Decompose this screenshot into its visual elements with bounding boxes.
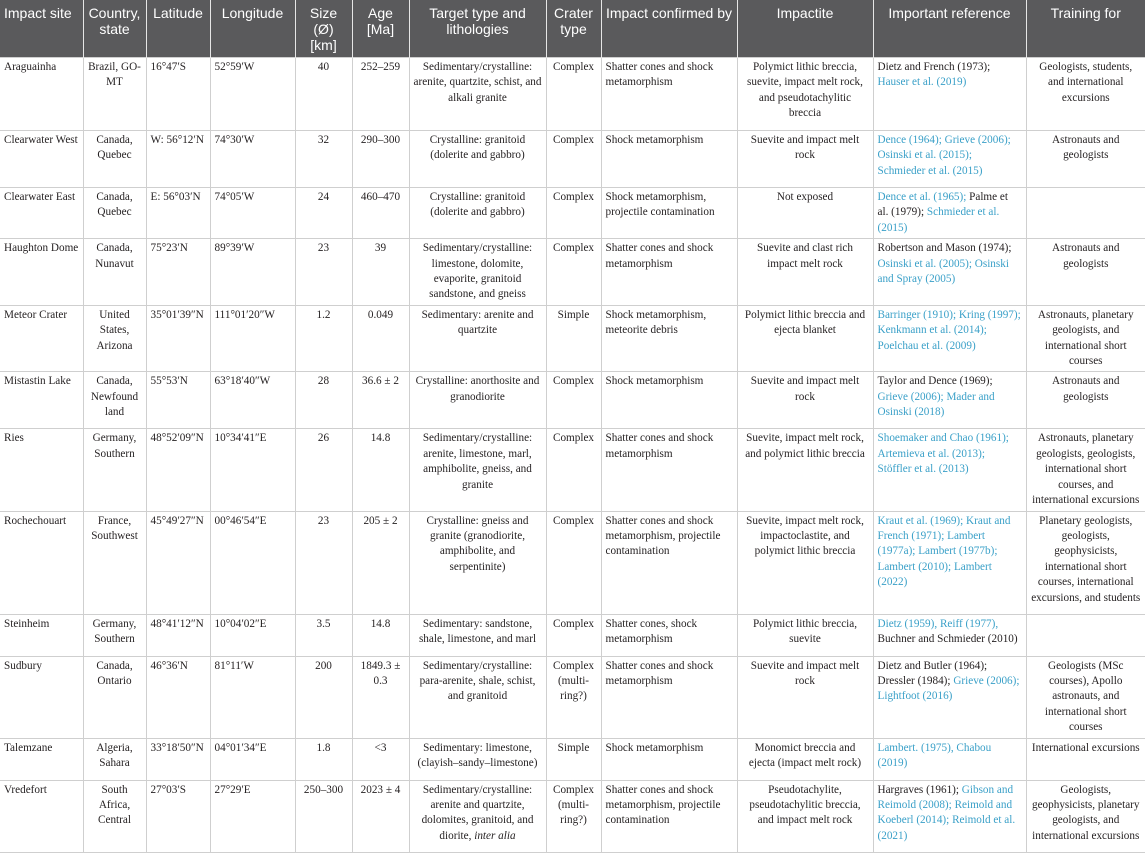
cell-impact-confirmed-by: Shock metamorphism	[601, 131, 737, 188]
cell-important-reference	[873, 372, 1026, 429]
table-row	[0, 614, 1145, 656]
cell-training-for: Geologists, geophysicists, planetary geologists, and international excursions	[1026, 780, 1145, 852]
cell-important-reference	[873, 780, 1026, 852]
cell-target-type: Crystalline: gneiss and granite (granodiorite, amphibolite, and serpentinite)	[409, 511, 546, 614]
cell-important-reference	[873, 58, 1026, 131]
cell-target-type: Sedimentary/crystalline: arenite, limestone, marl, amphibolite, gneiss, and granite	[409, 429, 546, 511]
cell-target-type: Sedimentary: arenite and quartzite	[409, 305, 546, 372]
header-training-for: Training for	[1026, 0, 1145, 58]
cell-size: 250–300	[295, 780, 352, 852]
reference-link[interactable]: Lambert (2022)	[877, 560, 992, 589]
cell-age: 1849.3 ± 0.3	[352, 656, 409, 738]
cell-latitude: 45°49′27″N	[146, 511, 210, 614]
reference-link[interactable]: Poelchau et al. (2009)	[877, 339, 976, 352]
header-age: Age [Ma]	[352, 0, 409, 58]
cell-impact-confirmed-by: Shatter cones and shock metamorphism, projectile contamination	[601, 780, 737, 852]
reference-link[interactable]: Osinski et al. (2005);	[877, 257, 972, 270]
cell-impact-site: Rochechouart	[0, 511, 83, 614]
cell-crater-type: Complex	[546, 429, 601, 511]
cell-country-state: Algeria, Sahara	[83, 738, 146, 780]
cell-size: 26	[295, 429, 352, 511]
cell-impact-confirmed-by: Shock metamorphism	[601, 372, 737, 429]
cell-age: 36.6 ± 2	[352, 372, 409, 429]
cell-latitude: 48°52′09″N	[146, 429, 210, 511]
header-longitude: Longitude	[210, 0, 295, 58]
cell-target-type: Sedimentary/crystalline: arenite, quartzite, schist, and alkali granite	[409, 58, 546, 131]
reference-link[interactable]: Grieve (2006);	[953, 674, 1020, 687]
cell-impact-site: Araguainha	[0, 58, 83, 131]
cell-training-for: Astronauts and geologists	[1026, 372, 1145, 429]
table-row	[0, 511, 1145, 614]
cell-impactite: Suevite, impact melt rock, and polymict lithic breccia	[737, 429, 873, 511]
cell-impactite: Suevite and impact melt rock	[737, 656, 873, 738]
reference-link[interactable]: Osinski and Spray (2005)	[877, 257, 1009, 286]
cell-target-type: Sedimentary: limestone, (clayish–sandy–limestone)	[409, 738, 546, 780]
cell-crater-type: Complex	[546, 614, 601, 656]
cell-impact-site: Meteor Crater	[0, 305, 83, 372]
reference-text: Hargraves (1961);	[877, 783, 959, 796]
cell-age: 205 ± 2	[352, 511, 409, 614]
cell-longitude: 10°04′02″E	[210, 614, 295, 656]
cell-target-type: Crystalline: anorthosite and granodiorite	[409, 372, 546, 429]
cell-country-state: Germany, Southern	[83, 614, 146, 656]
cell-size: 3.5	[295, 614, 352, 656]
reference-link[interactable]: Schmieder et al. (2015)	[877, 206, 1000, 234]
table-row	[0, 656, 1145, 738]
reference-text: Taylor and Dence (1969);	[877, 375, 993, 388]
cell-size: 1.8	[295, 738, 352, 780]
reference-link[interactable]: Chabou (2019)	[877, 741, 992, 769]
cell-impact-site: Sudbury	[0, 656, 83, 738]
cell-training-for: Astronauts, planetary geologists, and international short courses	[1026, 305, 1145, 372]
cell-age: 14.8	[352, 614, 409, 656]
reference-text: Dressler (1984);	[877, 674, 951, 687]
cell-longitude: 111°01′20″W	[210, 305, 295, 372]
table-row	[0, 305, 1145, 372]
cell-country-state: Canada, Nunavut	[83, 239, 146, 306]
reference-link[interactable]: Hauser et al. (2019)	[877, 76, 967, 89]
cell-important-reference	[873, 429, 1026, 511]
reference-link[interactable]: Dence (1964);	[877, 134, 942, 146]
reference-link[interactable]: Reimold et al. (2021)	[877, 814, 1016, 842]
cell-size: 23	[295, 239, 352, 306]
reference-link[interactable]: Reiff (1977),	[939, 617, 999, 630]
table-body	[0, 58, 1145, 853]
cell-impact-confirmed-by: Shatter cones and shock metamorphism	[601, 656, 737, 738]
cell-longitude: 10°34′41″E	[210, 429, 295, 511]
cell-training-for	[1026, 188, 1145, 239]
reference-link[interactable]: Osinski et al. (2015);	[877, 149, 972, 162]
cell-important-reference	[873, 738, 1026, 780]
cell-longitude: 52°59′W	[210, 58, 295, 131]
cell-important-reference	[873, 239, 1026, 306]
cell-crater-type: Complex	[546, 372, 601, 429]
cell-impact-site: Mistastin Lake	[0, 372, 83, 429]
table-row	[0, 372, 1145, 429]
header-size: Size (Ø) [km]	[295, 0, 352, 58]
reference-text: Dietz and French (1973);	[877, 61, 991, 73]
cell-important-reference	[873, 614, 1026, 656]
cell-size: 23	[295, 511, 352, 614]
cell-latitude: 33°18′50″N	[146, 738, 210, 780]
reference-link[interactable]: Lightfoot (2016)	[877, 690, 953, 703]
reference-link[interactable]: Lambert (1977b);	[918, 545, 998, 558]
header-crater-type: Crater type	[546, 0, 601, 58]
cell-latitude: 75°23′N	[146, 239, 210, 306]
reference-text: Robertson and Mason (1974);	[877, 242, 1012, 255]
cell-latitude: 46°36′N	[146, 656, 210, 738]
reference-link[interactable]: Kring (1997);	[958, 308, 1021, 321]
cell-training-for: Astronauts and geologists	[1026, 239, 1145, 306]
cell-crater-type: Complex	[546, 58, 601, 131]
reference-text: Buchner and Schmieder (2010)	[877, 632, 1018, 645]
header-impactite: Impactite	[737, 0, 873, 58]
table-row	[0, 131, 1145, 188]
cell-latitude: 55°53′N	[146, 372, 210, 429]
cell-important-reference	[873, 305, 1026, 372]
cell-latitude: 48°41′12″N	[146, 614, 210, 656]
cell-longitude: 74°05′W	[210, 188, 295, 239]
cell-impactite: Pseudotachylite, pseudotachylitic breccia, and impact melt rock	[737, 780, 873, 852]
cell-age: 2023 ± 4	[352, 780, 409, 852]
cell-training-for: Astronauts, planetary geologists, geologists, international short courses, and international excursions	[1026, 429, 1145, 511]
cell-country-state: Canada, Newfound land	[83, 372, 146, 429]
reference-text: Palme et al. (1979);	[877, 191, 1008, 219]
reference-link[interactable]: Shoemaker and Chao (1961);	[877, 432, 1009, 445]
cell-training-for: Geologists, students, and international excursions	[1026, 58, 1145, 131]
cell-target-type: Sedimentary/crystalline: limestone, dolomite, evaporite, granitoid sandstone, and gneiss	[409, 239, 546, 306]
reference-link[interactable]: Mader and Osinski (2018)	[877, 390, 995, 419]
cell-impact-confirmed-by: Shatter cones and shock metamorphism	[601, 58, 737, 131]
cell-crater-type: Complex (multi-ring?)	[546, 656, 601, 738]
header-important-reference: Important reference	[873, 0, 1026, 58]
cell-size: 200	[295, 656, 352, 738]
cell-country-state: Canada, Quebec	[83, 188, 146, 239]
cell-longitude: 74°30′W	[210, 131, 295, 188]
cell-impactite: Suevite and impact melt rock	[737, 372, 873, 429]
cell-impact-site: Haughton Dome	[0, 239, 83, 306]
target-text: Sedimentary/crystalline: arenite and quartzite, dolomites, granitoid, and diorite,	[421, 783, 534, 842]
table-row	[0, 239, 1145, 306]
cell-training-for	[1026, 614, 1145, 656]
cell-age: 14.8	[352, 429, 409, 511]
reference-link[interactable]: Barringer (1910);	[877, 308, 957, 321]
cell-longitude: 00°46′54″E	[210, 511, 295, 614]
cell-age: 0.049	[352, 305, 409, 372]
cell-longitude: 89°39′W	[210, 239, 295, 306]
cell-crater-type: Complex	[546, 239, 601, 306]
cell-latitude: E: 56°03′N	[146, 188, 210, 239]
cell-target-type: Sedimentary/crystalline: para-arenite, shale, schist, and granitoid	[409, 656, 546, 738]
reference-link[interactable]: Artemieva et al. (2013);	[877, 447, 985, 460]
cell-country-state: South Africa, Central	[83, 780, 146, 852]
reference-text: Dietz and Butler (1964);	[877, 659, 988, 672]
cell-impact-confirmed-by: Shatter cones and shock metamorphism	[601, 429, 737, 511]
cell-size: 1.2	[295, 305, 352, 372]
cell-impact-site: Ries	[0, 429, 83, 511]
cell-size: 32	[295, 131, 352, 188]
cell-latitude: 16°47′S	[146, 58, 210, 131]
cell-country-state: Brazil, GO-MT	[83, 58, 146, 131]
cell-impactite: Suevite and clast rich impact melt rock	[737, 239, 873, 306]
cell-impact-site: Talemzane	[0, 738, 83, 780]
cell-impactite: Monomict breccia and ejecta (impact melt rock)	[737, 738, 873, 780]
cell-crater-type: Simple	[546, 305, 601, 372]
cell-age: 39	[352, 239, 409, 306]
reference-link[interactable]: Kraut and French (1971);	[877, 514, 1011, 542]
cell-country-state: France, Southwest	[83, 511, 146, 614]
cell-target-type: Crystalline: granitoid (dolerite and gabbro)	[409, 188, 546, 239]
header-impact-confirmed-by: Impact confirmed by	[601, 0, 737, 58]
cell-important-reference	[873, 511, 1026, 614]
cell-crater-type: Simple	[546, 738, 601, 780]
cell-crater-type: Complex	[546, 131, 601, 188]
cell-crater-type: Complex (multi-ring?)	[546, 780, 601, 852]
reference-link[interactable]: Lambert (1977a);	[877, 529, 986, 558]
reference-link[interactable]: Lambert (2010);	[877, 560, 952, 573]
cell-impactite: Polymict lithic breccia and ejecta blanket	[737, 305, 873, 372]
cell-longitude: 63°18′40″W	[210, 372, 295, 429]
cell-impact-confirmed-by: Shock metamorphism, meteorite debris	[601, 305, 737, 372]
cell-impact-confirmed-by: Shatter cones, shock metamorphism	[601, 614, 737, 656]
header-target-type: Target type and lithologies	[409, 0, 546, 58]
cell-crater-type: Complex	[546, 188, 601, 239]
cell-target-type: Sedimentary: sandstone, shale, limestone, and marl	[409, 614, 546, 656]
table-row	[0, 738, 1145, 780]
cell-impactite: Polymict lithic breccia, suevite, impact melt rock, and pseudotachylitic breccia	[737, 58, 873, 131]
cell-longitude: 81°11′W	[210, 656, 295, 738]
reference-link[interactable]: Kraut et al. (1969);	[877, 514, 964, 527]
cell-age: 252–259	[352, 58, 409, 131]
cell-impact-site: Clearwater East	[0, 188, 83, 239]
reference-link[interactable]: Gibson and Reimold (2008);	[877, 783, 1014, 811]
target-italic-note: inter alia	[474, 829, 516, 842]
table-row	[0, 58, 1145, 131]
cell-target-type: Crystalline: granitoid (dolerite and gabbro)	[409, 131, 546, 188]
cell-longitude: 04°01′34″E	[210, 738, 295, 780]
cell-training-for: Astronauts and geologists	[1026, 131, 1145, 188]
reference-link[interactable]: Grieve (2006);	[877, 390, 944, 403]
cell-size: 24	[295, 188, 352, 239]
cell-latitude: 27°03′S	[146, 780, 210, 852]
cell-latitude: 35°01′39″N	[146, 305, 210, 372]
header-country-state: Country, state	[83, 0, 146, 58]
reference-link[interactable]: Stöffler et al. (2013)	[877, 463, 969, 476]
cell-size: 28	[295, 372, 352, 429]
cell-impact-confirmed-by: Shatter cones and shock metamorphism, projectile contamination	[601, 511, 737, 614]
header-latitude: Latitude	[146, 0, 210, 58]
cell-age: <3	[352, 738, 409, 780]
cell-country-state: Germany, Southern	[83, 429, 146, 511]
cell-longitude: 27°29′E	[210, 780, 295, 852]
cell-age: 460–470	[352, 188, 409, 239]
reference-link[interactable]: Dence et al. (1965);	[877, 191, 967, 203]
cell-impact-confirmed-by: Shock metamorphism, projectile contamination	[601, 188, 737, 239]
cell-latitude: W: 56°12′N	[146, 131, 210, 188]
cell-size: 40	[295, 58, 352, 131]
cell-impactite: Polymict lithic breccia, suevite	[737, 614, 873, 656]
cell-training-for: Planetary geologists, geologists, geophysicists, international short courses, international excursions, and students	[1026, 511, 1145, 614]
cell-impactite: Suevite, impact melt rock, impactoclastite, and polymict lithic breccia	[737, 511, 873, 614]
cell-important-reference	[873, 188, 1026, 239]
cell-training-for: Geologists (MSc courses), Apollo astronauts, and international short courses	[1026, 656, 1145, 738]
reference-link[interactable]: Grieve (2006);	[944, 134, 1011, 146]
reference-link[interactable]: Schmieder et al. (2015)	[877, 164, 983, 177]
cell-crater-type: Complex	[546, 511, 601, 614]
header-impact-site: Impact site	[4, 5, 72, 21]
cell-country-state: Canada, Ontario	[83, 656, 146, 738]
reference-link[interactable]: Reimold and Koeberl (2014);	[877, 798, 1013, 827]
cell-impact-confirmed-by: Shock metamorphism	[601, 738, 737, 780]
cell-impactite: Suevite and impact melt rock	[737, 131, 873, 188]
cell-country-state: Canada, Quebec	[83, 131, 146, 188]
cell-impact-site: Vredefort	[0, 780, 83, 852]
cell-age: 290–300	[352, 131, 409, 188]
cell-target-type	[409, 780, 546, 852]
cell-impact-confirmed-by: Shatter cones and shock metamorphism	[601, 239, 737, 306]
cell-training-for: International excursions	[1026, 738, 1145, 780]
header-row	[0, 0, 1145, 58]
table-row	[0, 188, 1145, 239]
cell-impactite: Not exposed	[737, 188, 873, 239]
table-row	[0, 429, 1145, 511]
cell-important-reference	[873, 656, 1026, 738]
table-row	[0, 780, 1145, 852]
reference-link[interactable]: Dietz (1959),	[877, 617, 938, 630]
cell-impact-site: Clearwater West	[0, 131, 83, 188]
reference-link[interactable]: Kenkmann et al. (2014);	[877, 324, 987, 337]
cell-important-reference	[873, 131, 1026, 188]
reference-link[interactable]: Lambert. (1975),	[877, 741, 954, 754]
cell-impact-site: Steinheim	[0, 614, 83, 656]
cell-country-state: United States, Arizona	[83, 305, 146, 372]
